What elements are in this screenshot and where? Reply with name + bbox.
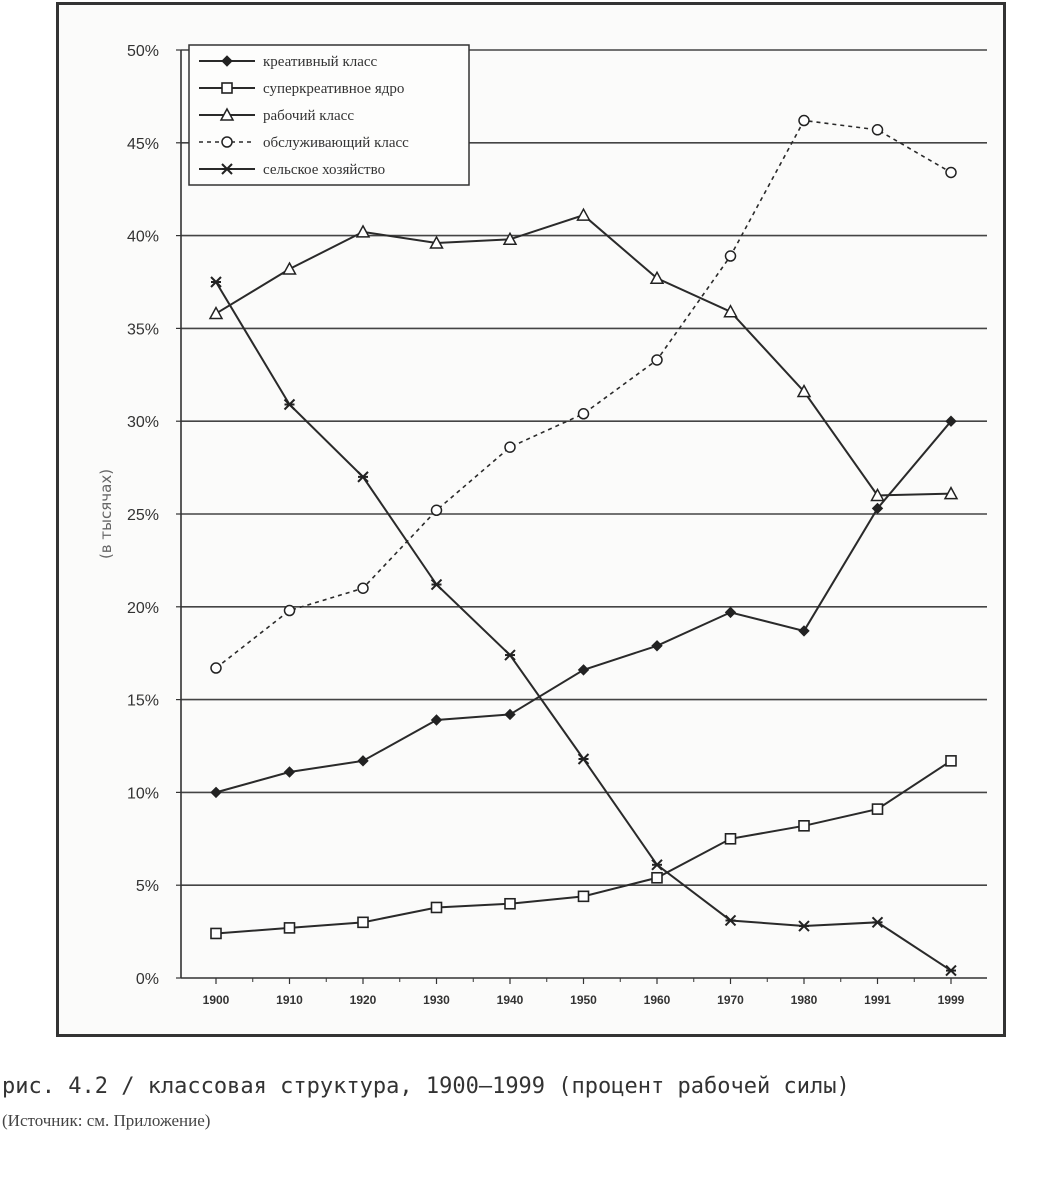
data-point xyxy=(505,442,515,452)
figure-source: (Источник: см. Приложение) xyxy=(2,1111,211,1130)
marker-square xyxy=(873,804,883,814)
marker-diamond xyxy=(579,665,589,675)
series-4 xyxy=(211,116,956,674)
data-point xyxy=(873,125,883,135)
marker-diamond xyxy=(432,715,442,725)
x-tick-label: 1991 xyxy=(864,993,891,1007)
data-point xyxy=(946,167,956,177)
marker-circle xyxy=(211,663,221,673)
data-point xyxy=(211,928,221,938)
data-point xyxy=(726,915,736,925)
data-point xyxy=(211,277,221,287)
data-point xyxy=(799,821,809,831)
legend-label: креативный класс xyxy=(263,54,378,70)
x-tick-label: 1940 xyxy=(496,993,524,1007)
y-tick-label: 30% xyxy=(126,414,159,432)
marker-square xyxy=(946,756,956,766)
marker-square xyxy=(799,821,809,831)
marker-diamond xyxy=(726,607,736,617)
data-point xyxy=(505,899,515,909)
series-5 xyxy=(211,277,956,976)
data-point xyxy=(210,308,222,319)
marker-triangle xyxy=(357,226,369,237)
marker-circle xyxy=(726,251,736,261)
y-tick-label: 50% xyxy=(126,43,159,60)
data-point xyxy=(285,923,295,933)
y-tick-label: 15% xyxy=(126,692,159,710)
marker-square xyxy=(505,899,515,909)
data-point xyxy=(873,917,883,927)
data-point xyxy=(358,583,368,593)
marker-triangle xyxy=(284,263,296,274)
data-point xyxy=(284,263,296,274)
y-axis-label: (в тысячах) xyxy=(97,468,115,560)
legend-marker xyxy=(222,137,232,147)
marker-circle xyxy=(946,167,956,177)
marker-circle xyxy=(505,442,515,452)
y-tick-label: 45% xyxy=(126,135,159,153)
data-point xyxy=(357,226,369,237)
legend-label: суперкреативное ядро xyxy=(263,81,405,97)
data-point xyxy=(432,715,442,725)
data-point xyxy=(285,399,295,409)
data-point xyxy=(432,505,442,515)
marker-diamond xyxy=(211,787,221,797)
data-point xyxy=(211,787,221,797)
marker-triangle xyxy=(210,308,222,319)
x-tick-label: 1920 xyxy=(349,993,377,1007)
series-3 xyxy=(210,209,957,500)
marker-circle xyxy=(873,125,883,135)
data-point xyxy=(211,663,221,673)
x-tick-label: 1970 xyxy=(717,993,744,1007)
data-point xyxy=(725,306,737,317)
x-tick-label: 1930 xyxy=(423,993,450,1007)
data-point xyxy=(432,580,442,590)
series-line xyxy=(216,282,951,971)
y-tick-label: 40% xyxy=(126,228,159,246)
data-point xyxy=(726,251,736,261)
series-2 xyxy=(211,756,956,939)
marker-triangle xyxy=(578,209,590,220)
data-point xyxy=(652,873,662,883)
marker-circle xyxy=(358,583,368,593)
data-point xyxy=(873,804,883,814)
legend-label: рабочий класс xyxy=(263,108,354,124)
data-point xyxy=(578,209,590,220)
data-point xyxy=(432,902,442,912)
marker-square xyxy=(211,928,221,938)
data-point xyxy=(726,834,736,844)
data-point xyxy=(652,860,662,870)
marker-diamond xyxy=(358,756,368,766)
data-point xyxy=(358,756,368,766)
marker-square xyxy=(358,917,368,927)
x-tick-label: 1910 xyxy=(276,993,303,1007)
data-point xyxy=(505,709,515,719)
data-point xyxy=(505,650,515,660)
legend-marker xyxy=(222,83,232,93)
data-point xyxy=(652,355,662,365)
data-point xyxy=(358,472,368,482)
y-tick-label: 20% xyxy=(126,599,159,617)
x-tick-label: 1999 xyxy=(937,993,965,1007)
marker-square xyxy=(652,873,662,883)
data-point xyxy=(579,409,589,419)
figure-caption: рис. 4.2 / классовая структура, 1900–1999 (процент рабочей силы) xyxy=(2,1074,850,1099)
data-point xyxy=(946,966,956,976)
x-tick-label: 1950 xyxy=(570,993,597,1007)
legend-label: сельское хозяйство xyxy=(263,162,386,178)
legend xyxy=(189,45,469,185)
y-tick-label: 5% xyxy=(135,878,159,896)
legend-label: обслуживающий класс xyxy=(263,135,409,151)
x-tick-label: 1980 xyxy=(790,993,818,1007)
marker-square xyxy=(432,902,442,912)
line-chart xyxy=(59,5,1003,1034)
marker-square xyxy=(579,891,589,901)
marker-diamond xyxy=(652,641,662,651)
marker-triangle xyxy=(725,306,737,317)
marker-diamond xyxy=(799,626,809,636)
series-line xyxy=(216,761,951,934)
data-point xyxy=(579,754,589,764)
marker-circle xyxy=(285,606,295,616)
data-point xyxy=(799,626,809,636)
series-line xyxy=(216,121,951,669)
data-point xyxy=(799,116,809,126)
y-tick-label: 0% xyxy=(135,971,159,988)
data-point xyxy=(946,756,956,766)
marker-circle xyxy=(652,355,662,365)
marker-square xyxy=(222,83,232,93)
marker-circle xyxy=(432,505,442,515)
marker-circle xyxy=(579,409,589,419)
data-point xyxy=(726,607,736,617)
data-point xyxy=(285,767,295,777)
y-tick-label: 10% xyxy=(126,785,159,803)
x-tick-label: 1900 xyxy=(202,993,230,1007)
marker-diamond xyxy=(285,767,295,777)
data-point xyxy=(652,641,662,651)
data-point xyxy=(799,921,809,931)
series-line xyxy=(216,215,951,495)
data-point xyxy=(358,917,368,927)
data-point xyxy=(285,606,295,616)
y-tick-label: 25% xyxy=(126,507,159,524)
data-point xyxy=(579,665,589,675)
marker-circle xyxy=(799,116,809,126)
marker-square xyxy=(726,834,736,844)
x-tick-label: 1960 xyxy=(643,993,671,1007)
chart-frame xyxy=(56,2,1006,1037)
y-tick-label: 35% xyxy=(126,321,159,339)
marker-square xyxy=(285,923,295,933)
marker-diamond xyxy=(505,709,515,719)
marker-circle xyxy=(222,137,232,147)
data-point xyxy=(579,891,589,901)
